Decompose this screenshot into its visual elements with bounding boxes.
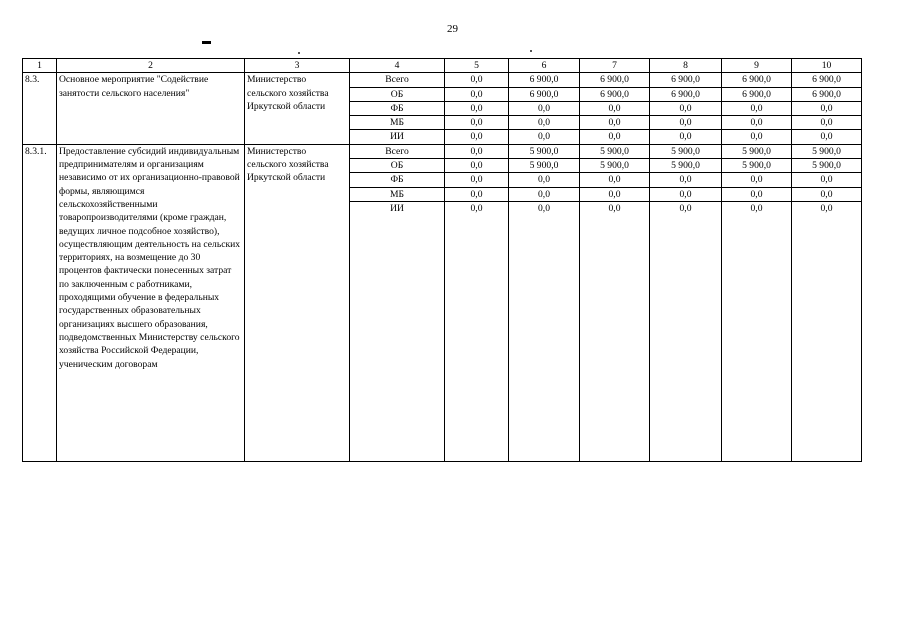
value-cell: 6 900,0	[650, 87, 722, 101]
value-cell: 0,0	[509, 173, 580, 187]
funding-source: ИИ	[350, 201, 445, 461]
value-cell: 0,0	[445, 187, 509, 201]
funding-source: Всего	[350, 73, 445, 87]
value-cell: 0,0	[792, 187, 862, 201]
funding-source: ОБ	[350, 159, 445, 173]
funding-source: Всего	[350, 144, 445, 158]
value-cell: 0,0	[445, 201, 509, 461]
value-cell: 6 900,0	[509, 73, 580, 87]
value-cell: 0,0	[650, 187, 722, 201]
value-cell: 6 900,0	[650, 73, 722, 87]
value-cell: 6 900,0	[580, 73, 650, 87]
value-cell: 0,0	[792, 101, 862, 115]
value-cell: 0,0	[792, 116, 862, 130]
value-cell: 5 900,0	[650, 159, 722, 173]
funding-source: ФБ	[350, 173, 445, 187]
value-cell: 0,0	[650, 130, 722, 144]
value-cell: 0,0	[722, 101, 792, 115]
value-cell: 0,0	[445, 159, 509, 173]
scan-artifact-dot	[530, 50, 532, 52]
header-cell: 8	[650, 59, 722, 73]
value-cell: 0,0	[509, 201, 580, 461]
value-cell: 0,0	[580, 173, 650, 187]
header-row	[23, 59, 862, 73]
row-name: Предоставление субсидий индивидуальным предпринимателям и организациям независимо от их организационно-правовой формы, являющимся сельскохозяйственными товаропроизводителями (кроме граждан, ведущих личное подсобное хозяйство), осуществляющим деятельность на сельских территориях, на возмещение до 30 процентов фактически понесенных затрат по заключенным с работниками, проходящими обучение в федеральных государственных образовательных организациях высшего образования, подведомственных Министерству сельского хозяйства Российской Федерации, ученическим договорам	[57, 144, 245, 461]
value-cell: 6 900,0	[722, 73, 792, 87]
funding-source: ОБ	[350, 87, 445, 101]
value-cell: 5 900,0	[722, 159, 792, 173]
value-cell: 0,0	[580, 101, 650, 115]
header-cell: 6	[509, 59, 580, 73]
value-cell: 6 900,0	[792, 73, 862, 87]
funding-source: МБ	[350, 187, 445, 201]
scan-artifact-mark	[202, 41, 211, 44]
header-cell: 3	[245, 59, 350, 73]
value-cell: 0,0	[650, 116, 722, 130]
value-cell: 0,0	[509, 187, 580, 201]
funding-source: ИИ	[350, 130, 445, 144]
header-cell: 2	[57, 59, 245, 73]
value-cell: 5 900,0	[722, 144, 792, 158]
table-row	[23, 73, 862, 87]
value-cell: 0,0	[580, 187, 650, 201]
header-cell: 4	[350, 59, 445, 73]
row-executor: Министерство сельского хозяйства Иркутской области	[245, 73, 350, 144]
value-cell: 0,0	[650, 173, 722, 187]
header-cell: 9	[722, 59, 792, 73]
value-cell: 6 900,0	[509, 87, 580, 101]
table-row	[23, 144, 862, 158]
value-cell: 0,0	[722, 116, 792, 130]
value-cell: 0,0	[445, 130, 509, 144]
value-cell: 0,0	[792, 130, 862, 144]
value-cell: 0,0	[792, 173, 862, 187]
value-cell: 5 900,0	[580, 144, 650, 158]
value-cell: 6 900,0	[580, 87, 650, 101]
value-cell: 5 900,0	[792, 159, 862, 173]
value-cell: 0,0	[509, 116, 580, 130]
value-cell: 0,0	[722, 173, 792, 187]
value-cell: 0,0	[445, 87, 509, 101]
value-cell: 0,0	[580, 116, 650, 130]
value-cell: 5 900,0	[792, 144, 862, 158]
header-cell: 10	[792, 59, 862, 73]
header-cell: 7	[580, 59, 650, 73]
value-cell: 5 900,0	[580, 159, 650, 173]
value-cell: 0,0	[445, 73, 509, 87]
row-code: 8.3.1.	[23, 144, 57, 461]
value-cell: 0,0	[580, 130, 650, 144]
value-cell: 0,0	[509, 130, 580, 144]
value-cell: 5 900,0	[509, 159, 580, 173]
value-cell: 6 900,0	[792, 87, 862, 101]
header-cell: 1	[23, 59, 57, 73]
value-cell: 0,0	[650, 201, 722, 461]
value-cell: 6 900,0	[722, 87, 792, 101]
funding-source: МБ	[350, 116, 445, 130]
value-cell: 0,0	[650, 101, 722, 115]
value-cell: 0,0	[445, 173, 509, 187]
budget-table	[22, 58, 862, 462]
header-cell: 5	[445, 59, 509, 73]
page-number: 29	[447, 23, 458, 35]
row-code: 8.3.	[23, 73, 57, 144]
value-cell: 0,0	[722, 201, 792, 461]
scan-artifact-dot	[298, 52, 300, 54]
value-cell: 0,0	[445, 116, 509, 130]
value-cell: 5 900,0	[509, 144, 580, 158]
row-executor: Министерство сельского хозяйства Иркутской области	[245, 144, 350, 461]
value-cell: 0,0	[722, 130, 792, 144]
value-cell: 0,0	[445, 144, 509, 158]
value-cell: 0,0	[445, 101, 509, 115]
value-cell: 0,0	[509, 101, 580, 115]
value-cell: 0,0	[792, 201, 862, 461]
funding-source: ФБ	[350, 101, 445, 115]
row-name: Основное мероприятие "Содействие занятости сельского населения"	[57, 73, 245, 144]
value-cell: 0,0	[722, 187, 792, 201]
value-cell: 5 900,0	[650, 144, 722, 158]
value-cell: 0,0	[580, 201, 650, 461]
